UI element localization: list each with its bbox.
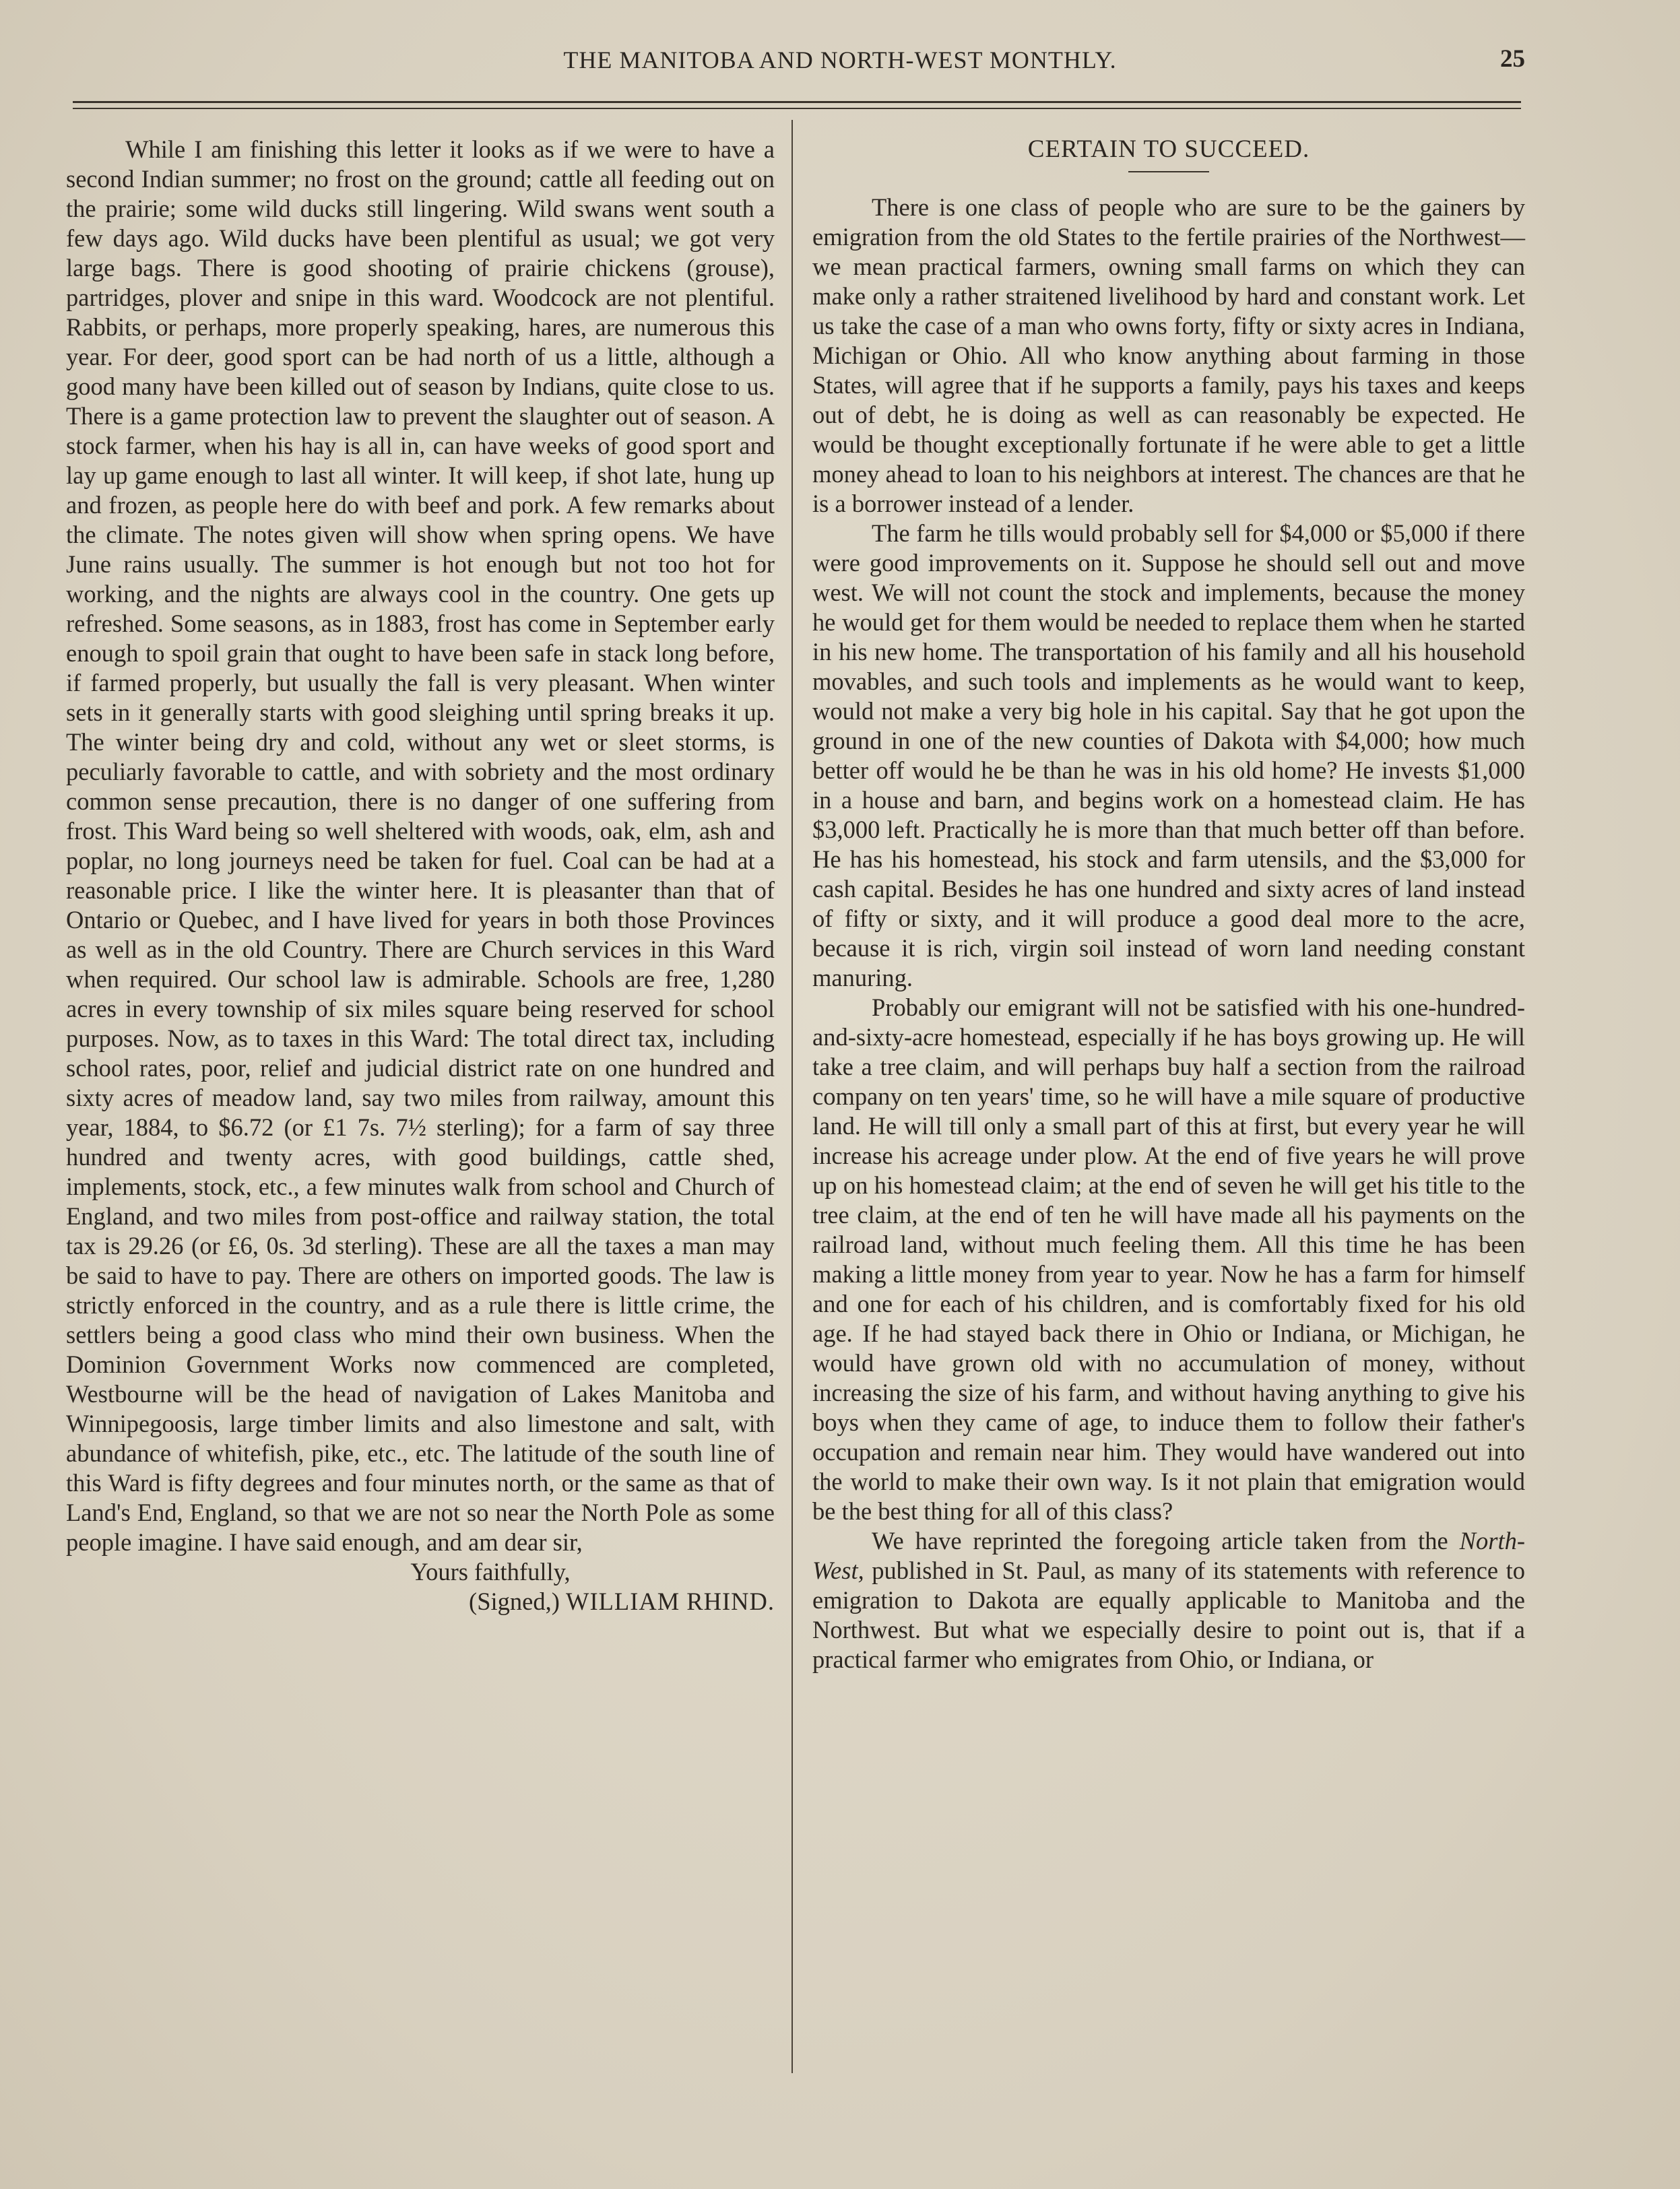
article-paragraph-3: Probably our emigrant will not be satisfied with his one-hundred-and-sixty-acre homestead, especially if he has boys growing up. He will take a tree claim, and will perhaps buy half a section from the railroad company on ten years' time, so he will have a mile square of productive land. He will till only a small part of this at first, but every year he will increase his acreage under plow. At the end of five years he will prove up on his homestead claim; at the end of seven he will get his title to the tree claim, at the end of ten he will have made all his payments on the railroad land, without much feeling them. All this time he has been making a little money from year to year. Now he has a farm for himself and one for each of his children, and is comfortably fixed for his old age. If he had stayed back there in Ohio or Indiana, or Michigan, he would have grown old with no accumulation of money, without increasing the size of his farm, and without having anything to give his boys when they came of age, to induce them to follow their father's occupation and remain near him. They would have wandered out into the world to make their own way. Is it not plain that emigration would be the best thing for all of this class? (812, 993, 1525, 1525)
running-header-title: THE MANITOBA AND NORTH-WEST MONTHLY. (563, 46, 1117, 73)
article-paragraph-1: There is one class of people who are sure to be the gainers by emigration from the old States to the fertile prairies of the Northwest—we mean practical farmers, owning small farms on which they can make only a rather straitened livelihood by hard and constant work. Let us take the case of a man who owns forty, fifty or sixty acres in Indiana, Michigan or Ohio. All who know anything about farming in those States, will agree that if he supports a family, pays his taxes and keeps out of debt, he is doing as well as can reasonably be expected. He would be thought exceptionally fortunate if he were able to get a little money ahead to loan to his neighbors at interest. The chances are that he is a borrower instead of a lender. (812, 193, 1525, 517)
publication-name: North-West, (812, 1527, 1525, 1584)
final-paragraph-end: published in St. Paul, as many of its statements with reference to emigration to Dakota are equally applicable to Manitoba and the Northwest. But what we especially desire to point out is, that if a practical farmer who emigrates from Ohio, or Indiana, or (812, 1557, 1525, 1673)
article-title: CERTAIN TO SUCCEED. (1027, 135, 1310, 163)
signer-name: WILLIAM RHIND. (566, 1588, 775, 1615)
page-number: 25 (1500, 45, 1525, 73)
title-rule (1128, 171, 1209, 172)
header-rule-bottom (73, 108, 1521, 109)
signed-label: (Signed,) (469, 1588, 560, 1615)
column-divider (791, 120, 793, 2073)
article-paragraph-4 (812, 1526, 1525, 1674)
letter-signature (66, 1587, 775, 1616)
letter-body-paragraph: While I am finishing this letter it looks as if we were to have a second Indian summer; no frost on the ground; cattle all feeding out on the prairie; some wild ducks still lingering. Wild swans went south a few days ago. Wild ducks have been plentiful as usual; we got very large bags. There is good shooting of prairie chickens (grouse), partridges, plover and snipe in this ward. Woodcock are not plentiful. Rabbits, or perhaps, more properly speaking, hares, are numerous this year. For deer, good sport can be had north of us a little, although a good many have been killed out of season by Indians, quite close to us. There is a game protection law to prevent the slaughter out of season. A stock farmer, when his hay is all in, can have weeks of good sport and lay up game enough to last all winter. It will keep, if shot late, hung up and frozen, as people here do with beef and pork. A few remarks about the climate. The notes given will show when spring opens. We have June rains usually. The summer is hot enough but not too hot for working, and the nights are always cool in the country. One gets up refreshed. Some seasons, as in 1883, frost has come in September early enough to spoil grain that ought to have been safe in stack long before, if farmed properly, but usually the fall is very pleasant. When winter sets in it generally starts with good sleighing until spring breaks it up. The winter being dry and cold, without any wet or sleet storms, is peculiarly favorable to cattle, and with sobriety and the most ordinary common sense precaution, there is no danger of one suffering from frost. This Ward being so well sheltered with woods, oak, elm, ash and poplar, no long journeys need be taken for fuel. Coal can be had at a reasonable price. I like the winter here. It is pleasanter than that of Ontario or Quebec, and I have lived for years in both those Provinces as well as in the old Country. There are Church services in this Ward when required. Our school law is admirable. Schools are free, 1,280 acres in every township of six miles square being reserved for school purposes. Now, as to taxes in this Ward: The total direct tax, including school rates, poor, relief and judicial district rate on one hundred and sixty acres of meadow land, say two miles from railway, amount this year, 1884, to $6.72 (or £1 7s. 7½ sterling); for a farm of say three hundred and twenty acres, with good buildings, cattle shed, implements, stock, etc., a few minutes walk from school and Church of England, and two miles from post-office and railway station, the total tax is 29.26 (or £6, 0s. 3d sterling). These are all the taxes a man may be said to have to pay. There are others on imported goods. The law is strictly enforced in the country, and as a rule there is little crime, the settlers being a good class who mind their own business. When the Dominion Government Works now commenced are completed, Westbourne will be the head of navigation of Lakes Manitoba and Winnipegoosis, large timber limits and also limestone and salt, with abundance of whitefish, pike, etc., etc. The latitude of the south line of this Ward is fifty degrees and four minutes north, or the same as that of Land's End, England, so that we are not so near the North Pole as some people imagine. I have said enough, and am dear sir, (66, 135, 775, 1556)
article-paragraph-2: The farm he tills would probably sell for $4,000 or $5,000 if there were good improvements on it. Suppose he should sell out and move west. We will not count the stock and implements, because the money he would get for them would be needed to replace them when he started in his new home. The transportation of his family and all his household movables, and such tools and implements as he would want to keep, would not make a very big hole in his capital. Say that he got upon the ground in one of the new counties of Dakota with $4,000; how much better off would he be than he was in his old home? He invests $1,000 in a house and barn, and begins work on a homestead claim. He has $3,000 left. Practically he is more than that much better off than before. He has his homestead, his stock and farm utensils, and the $3,000 for cash capital. Besides he has one hundred and sixty acres of land instead of fifty or sixty, and it will produce a good deal more to the acre, because it is rich, virgin soil instead of worn land needing constant manuring. (812, 519, 1525, 991)
final-paragraph-start: We have reprinted the foregoing article taken from the (872, 1527, 1460, 1555)
right-column (812, 135, 1525, 1674)
left-column (66, 135, 775, 1616)
letter-closing: Yours faithfully, (410, 1558, 571, 1586)
header-rule-top (73, 101, 1521, 103)
